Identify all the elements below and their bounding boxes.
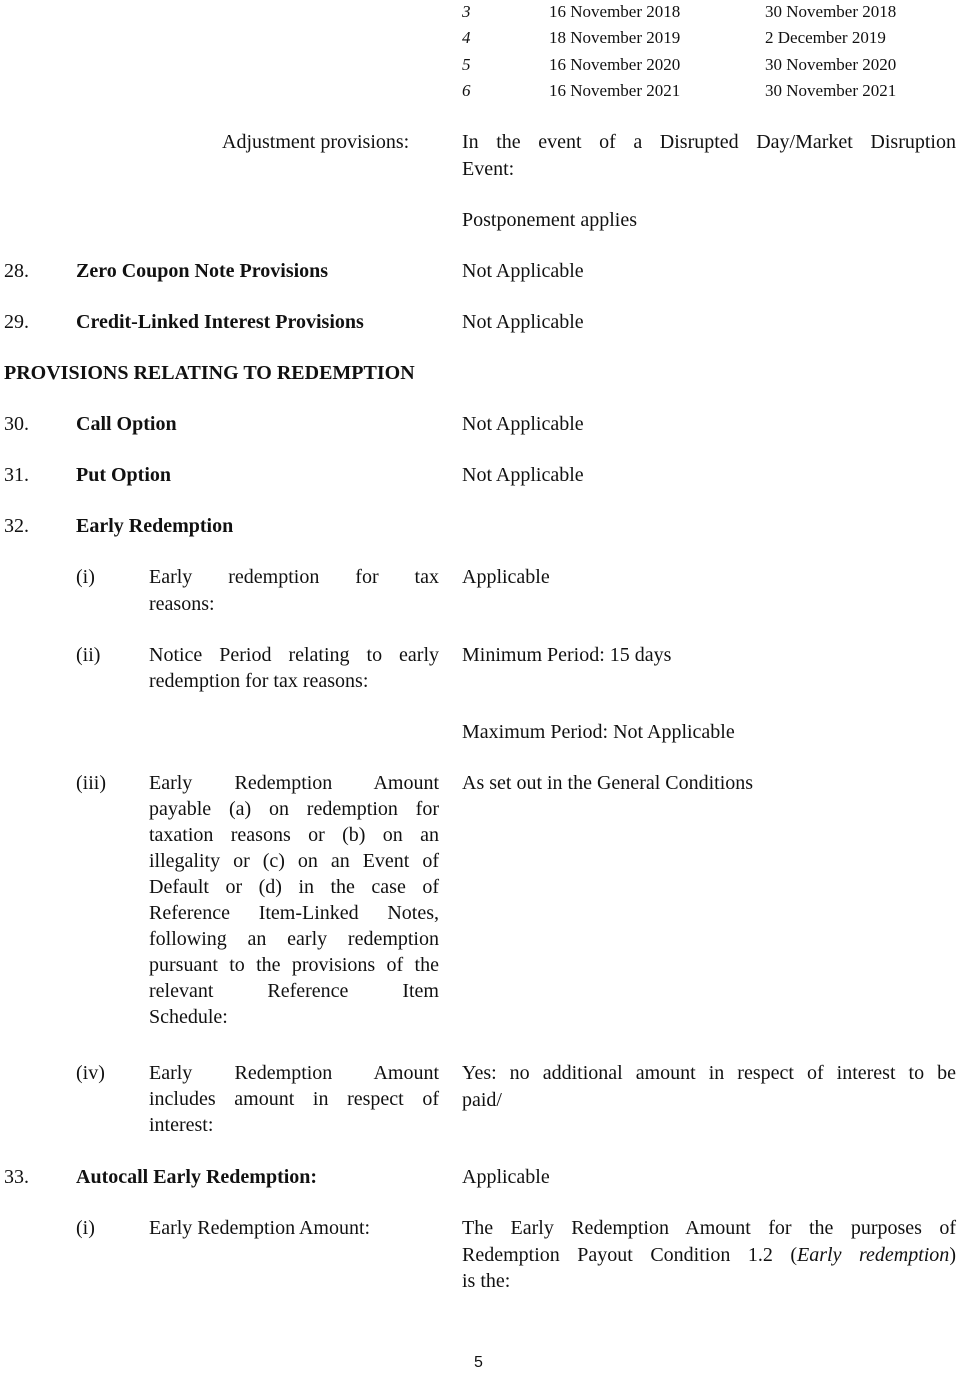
label-line: Reference Item-Linked Notes, [149,902,439,924]
schedule-row-number: 5 [462,55,471,74]
section-number: 29. [4,311,29,333]
schedule-date: 30 November 2018 [765,2,897,21]
sub-item-label-line: Notice Period relating to early [149,644,439,666]
section-title: Call Option [76,413,177,435]
sub-item-value: As set out in the General Conditions [462,772,754,794]
schedule-date: 16 November 2020 [549,55,681,74]
section-title: Early Redemption [76,515,234,537]
section-value: Not Applicable [462,464,584,486]
section-number: 31. [4,464,29,486]
label-line: interest: [149,1114,214,1136]
sub-item-number: (ii) [76,644,101,666]
label-line: illegality or (c) on an Event of [149,850,439,872]
section-value: Not Applicable [462,311,584,333]
schedule-date: 2 December 2019 [765,28,886,47]
page-number: 5 [474,1354,483,1371]
label-line: payable (a) on redemption for [149,798,439,820]
label-line: Early Redemption Amount [149,772,439,794]
label-line: Default or (d) in the case of [149,876,439,898]
schedule-row-number: 4 [462,28,471,47]
section-title: Zero Coupon Note Provisions [76,260,329,282]
label-line: taxation reasons or (b) on an [149,824,439,846]
schedule-date: 16 November 2021 [549,81,681,100]
section-number: 32. [4,515,29,537]
schedule-row-number: 3 [462,2,471,21]
section-title: Put Option [76,464,172,486]
section-value: Not Applicable [462,413,584,435]
section-value: Not Applicable [462,260,584,282]
sub-item-label [149,770,439,1030]
adjustment-value-2: Postponement applies [462,209,637,231]
value-italic-text: Early redemption [797,1244,950,1266]
label-line: Early Redemption Amount [149,1062,439,1084]
schedule-date: 30 November 2021 [765,81,897,100]
sub-item-number: (iv) [76,1062,105,1084]
label-line: includes amount in respect of [149,1088,439,1110]
adjustment-label: Adjustment provisions: [222,131,410,153]
sub-item-value-line: Yes: no additional amount in respect of interest to be [462,1062,956,1084]
section-value: Applicable [462,1166,550,1188]
sub-item-label: Early Redemption Amount: [149,1217,371,1239]
sub-item-label-line: Early redemption for tax [149,566,439,588]
label-line: Schedule: [149,1006,228,1028]
adjustment-value-line: Event: [462,158,515,180]
section-number: 30. [4,413,29,435]
sub-item-label-line: reasons: [149,593,215,615]
schedule-date: 18 November 2019 [549,28,681,47]
sub-item-number: (i) [76,1217,95,1239]
section-number: 33. [4,1166,29,1188]
sub-item-value-line: paid/ [462,1089,502,1111]
sub-item-value-line: The Early Redemption Amount for the purposes of [462,1217,956,1239]
value-text: ) [949,1244,956,1266]
sub-item-label [149,1060,439,1138]
sub-item-number: (iii) [76,772,106,794]
schedule-date: 30 November 2020 [765,55,897,74]
sub-item-value: Applicable [462,566,550,588]
sub-item-value-line [462,1242,956,1268]
section-number: 28. [4,260,29,282]
sub-item-value-line: is the: [462,1270,511,1292]
sub-item-value: Minimum Period: 15 days [462,644,672,666]
section-title: Autocall Early Redemption: [76,1166,318,1188]
label-line: following an early redemption [149,928,439,950]
schedule-row-number: 6 [462,81,471,100]
section-title: Credit-Linked Interest Provisions [76,311,364,333]
label-line: relevant Reference Item [149,980,439,1002]
section-heading: PROVISIONS RELATING TO REDEMPTION [4,362,415,384]
adjustment-value-line: In the event of a Disrupted Day/Market Disruption [462,131,956,153]
sub-item-label-line: redemption for tax reasons: [149,670,369,692]
sub-item-number: (i) [76,566,95,588]
value-text: Redemption Payout Condition 1.2 ( [462,1244,798,1266]
sub-item-value: Maximum Period: Not Applicable [462,721,735,743]
label-line: pursuant to the provisions of the [149,954,439,976]
schedule-date: 16 November 2018 [549,2,681,21]
